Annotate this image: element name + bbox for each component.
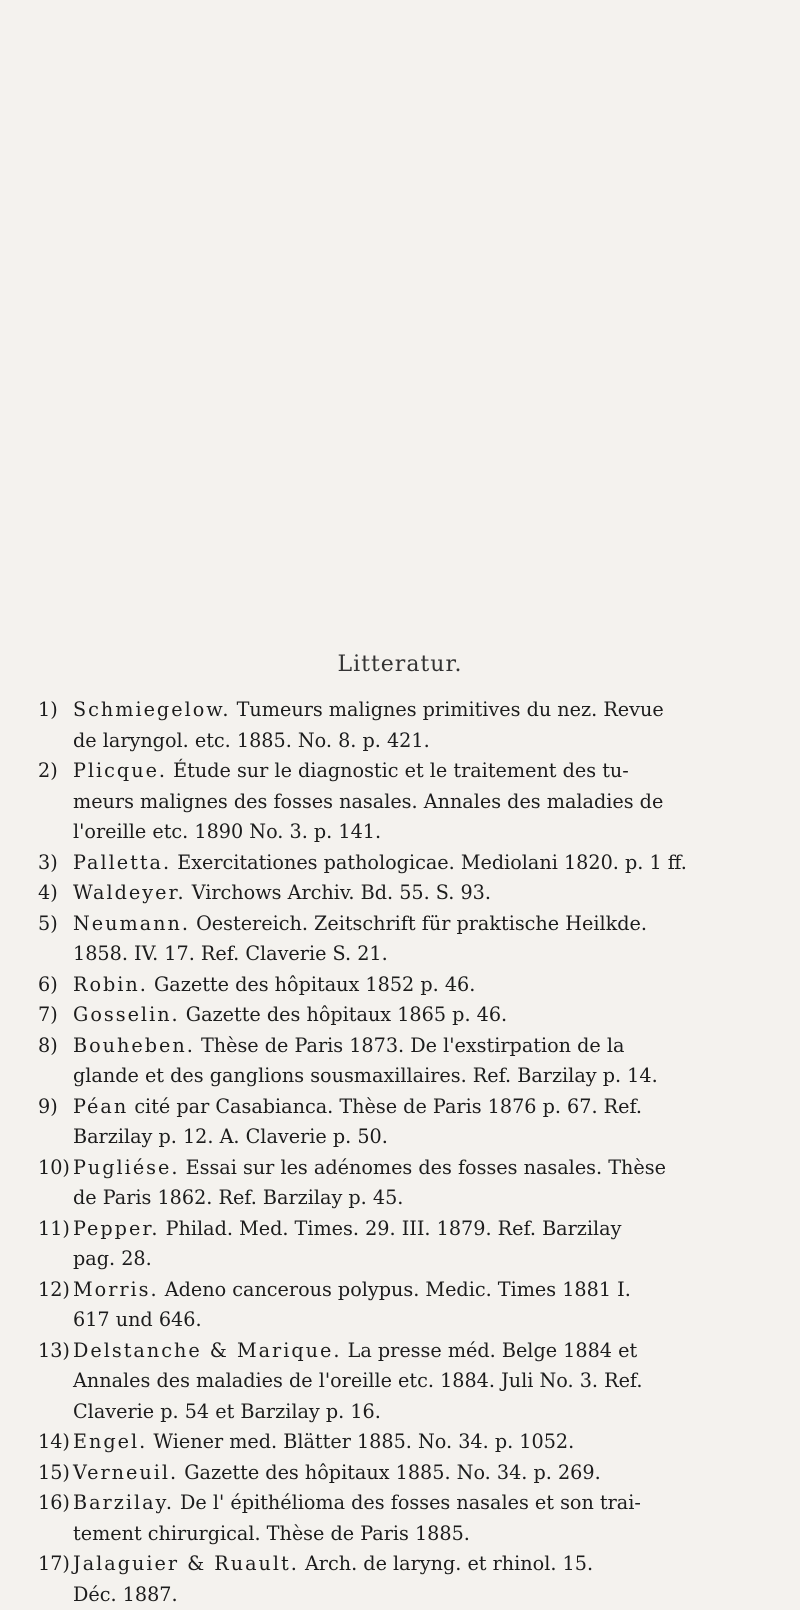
bibliography-entry bbox=[38, 1275, 773, 1336]
entry-author: Barzilay. bbox=[73, 1491, 174, 1514]
entry-text: Claverie p. 54 et Barzilay p. 16. bbox=[73, 1399, 381, 1423]
entry-text: glande et des ganglions sousmaxillaires. Ref. Barzilay p. 14. bbox=[73, 1064, 658, 1087]
bibliography-entry bbox=[38, 1092, 773, 1153]
entry-author: Schmiegelow. bbox=[73, 698, 231, 721]
entry-text: 1858. IV. 17. Ref. Claverie S. 21. bbox=[73, 942, 388, 965]
entry-author: Robin. bbox=[73, 972, 148, 996]
entry-number: 17) bbox=[38, 1552, 70, 1575]
bibliography-entry bbox=[38, 878, 773, 909]
entry-number: 4) bbox=[38, 881, 58, 904]
entry-text: Étude sur le diagnostic et le traitement des tu- bbox=[173, 759, 629, 782]
entry-text: Adeno cancerous polypus. Medic. Times 1881 I. bbox=[164, 1277, 631, 1301]
entry-text: pag. 28. bbox=[73, 1247, 152, 1270]
entry-number: 15) bbox=[38, 1460, 70, 1484]
entry-text: tement chirurgical. Thèse de Paris 1885. bbox=[73, 1521, 470, 1545]
entry-text: Gazette des hôpitaux 1865 p. 46. bbox=[185, 1003, 508, 1026]
entry-text: Wiener med. Blätter 1885. No. 34. p. 1052. bbox=[153, 1430, 575, 1453]
bibliography-entry bbox=[38, 1458, 773, 1489]
bibliography-entry bbox=[38, 1214, 773, 1275]
entry-text: La presse méd. Belge 1884 et bbox=[347, 1338, 638, 1362]
entry-author: Pugliése. bbox=[73, 1155, 180, 1179]
entry-text: l'oreille etc. 1890 No. 3. p. 141. bbox=[73, 820, 382, 843]
entry-text: Arch. de laryng. et rhinol. 15. bbox=[304, 1552, 594, 1575]
bibliography-entry bbox=[38, 695, 773, 756]
entry-text: Thèse de Paris 1873. De l'exstirpation de la bbox=[200, 1033, 625, 1057]
entry-author: Neumann. bbox=[73, 911, 190, 935]
entry-text: Barzilay p. 12. A. Claverie p. 50. bbox=[73, 1125, 388, 1148]
entry-text: Exercitationes pathologicae. Mediolani 1820. p. 1 ff. bbox=[177, 850, 687, 874]
entry-text: meurs malignes des fosses nasales. Annales des maladies de bbox=[73, 789, 664, 813]
entry-number: 2) bbox=[38, 759, 58, 782]
entry-text: Annales des maladies de l'oreille etc. 1884. Juli No. 3. Ref. bbox=[73, 1369, 643, 1392]
entry-author: Pepper. bbox=[73, 1216, 160, 1240]
entry-number: 11) bbox=[38, 1216, 70, 1240]
bibliography-entry bbox=[38, 1336, 773, 1428]
entry-text: de laryngol. etc. 1885. No. 8. p. 421. bbox=[73, 728, 430, 752]
entry-author: Palletta. bbox=[73, 850, 172, 874]
entry-text: Virchows Archiv. Bd. 55. S. 93. bbox=[191, 881, 491, 904]
entry-text: Déc. 1887. bbox=[73, 1582, 178, 1606]
entry-text: Gazette des hôpitaux 1885. No. 34. p. 269. bbox=[184, 1460, 601, 1484]
entry-number: 13) bbox=[38, 1338, 70, 1362]
entry-text: Tumeurs malignes primitives du nez. Revue bbox=[236, 698, 664, 721]
entry-number: 1) bbox=[38, 698, 58, 721]
entry-text: Gazette des hôpitaux 1852 p. 46. bbox=[153, 972, 476, 996]
entry-text: de Paris 1862. Ref. Barzilay p. 45. bbox=[73, 1186, 404, 1209]
bibliography-entry bbox=[38, 970, 773, 1001]
bibliography-list bbox=[38, 695, 773, 1610]
bibliography-entry bbox=[38, 1153, 773, 1214]
entry-author: Gosselin. bbox=[73, 1003, 180, 1026]
entry-author: Morris. bbox=[73, 1277, 159, 1301]
entry-number: 12) bbox=[38, 1277, 70, 1301]
entry-text: 617 und 646. bbox=[73, 1308, 202, 1331]
entry-number: 8) bbox=[38, 1033, 58, 1057]
entry-author: Engel. bbox=[73, 1430, 148, 1453]
bibliography-entry bbox=[38, 909, 773, 970]
bibliography-entry bbox=[38, 1031, 773, 1092]
entry-text: cité par Casabianca. Thèse de Paris 1876 p. 67. Ref. bbox=[134, 1094, 642, 1118]
entry-author: Waldeyer. bbox=[73, 881, 186, 904]
entry-author: Delstanche & Marique. bbox=[73, 1338, 342, 1362]
entry-author: Jalaguier & Ruault. bbox=[73, 1552, 299, 1575]
entry-text: Essai sur les adénomes des fosses nasales. Thèse bbox=[185, 1155, 666, 1179]
entry-number: 9) bbox=[38, 1094, 58, 1118]
entry-number: 7) bbox=[38, 1003, 58, 1026]
entry-number: 3) bbox=[38, 850, 58, 874]
entry-number: 14) bbox=[38, 1430, 70, 1453]
entry-number: 10) bbox=[38, 1155, 70, 1179]
bibliography-entry bbox=[38, 1427, 773, 1458]
entry-author: Péan bbox=[73, 1094, 129, 1118]
entry-author: Plicque. bbox=[73, 759, 168, 782]
entry-text: Philad. Med. Times. 29. III. 1879. Ref. Barzilay bbox=[165, 1216, 622, 1240]
bibliography-entry bbox=[38, 756, 773, 848]
bibliography-entry bbox=[38, 1000, 773, 1031]
entry-number: 5) bbox=[38, 911, 58, 935]
bibliography-entry bbox=[38, 848, 773, 879]
entry-number: 6) bbox=[38, 972, 58, 996]
entry-number: 16) bbox=[38, 1491, 70, 1514]
bibliography-entry bbox=[38, 1488, 773, 1549]
bibliography-entry bbox=[38, 1549, 773, 1610]
entry-author: Verneuil. bbox=[73, 1460, 179, 1484]
page-heading: Litteratur. bbox=[337, 652, 463, 677]
entry-text: De l' épithélioma des fosses nasales et son trai- bbox=[180, 1491, 641, 1514]
entry-author: Bouheben. bbox=[73, 1033, 195, 1057]
entry-text: Oestereich. Zeitschrift für praktische Heilkde. bbox=[196, 911, 647, 935]
